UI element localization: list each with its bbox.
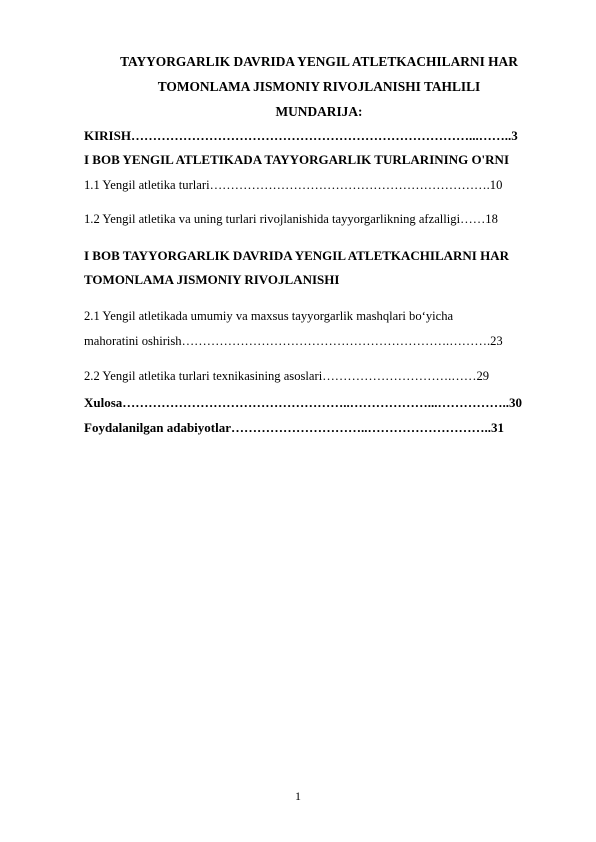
- toc-entry-references: Foydalanilgan adabiyotlar…………………………..………………………..31: [84, 420, 504, 435]
- contents-heading: MUNDARIJA:: [275, 104, 363, 119]
- document-title-line-1: TAYYORGARLIK DAVRIDA YENGIL ATLETKACHILARNI HAR: [120, 54, 518, 69]
- toc-chapter-2-heading-line-1: I BOB TAYYORGARLIK DAVRIDA YENGIL ATLETKACHILARNI HAR: [84, 248, 510, 263]
- toc-chapter-2-heading-line-2: TOMONLAMA JISMONIY RIVOJLANISHI: [84, 272, 340, 287]
- page-number: 1: [295, 789, 301, 803]
- toc-entry-2-1-line-1: 2.1 Yengil atletikada umumiy va maxsus tayyorgarlik mashqlari bo‘yicha: [84, 309, 454, 323]
- toc-entry-1-1: 1.1 Yengil atletika turlari………………………………………………………….10: [84, 178, 503, 192]
- toc-entry-1-2: 1.2 Yengil atletika va uning turlari rivojlanishida tayyorgarlikning afzalligi……18: [84, 212, 498, 226]
- toc-entry-conclusion: Xulosa……………………………………………..………………...……………..30: [84, 395, 523, 410]
- toc-entry-2-2: 2.2 Yengil atletika turlari texnikasining asoslari………………………….……29: [84, 369, 490, 383]
- toc-entry-intro: KIRISH……………………………………………………………………...……..3: [84, 128, 518, 143]
- document-title-line-2: TOMONLAMA JISMONIY RIVOJLANISHI TAHLILI: [157, 79, 481, 94]
- toc-entry-2-1-line-2: mahoratini oshirish……………………………………………………….……….23: [84, 334, 503, 348]
- toc-chapter-1-heading: I BOB YENGIL ATLETIKADA TAYYORGARLIK TURLARINING O'RNI: [84, 152, 510, 167]
